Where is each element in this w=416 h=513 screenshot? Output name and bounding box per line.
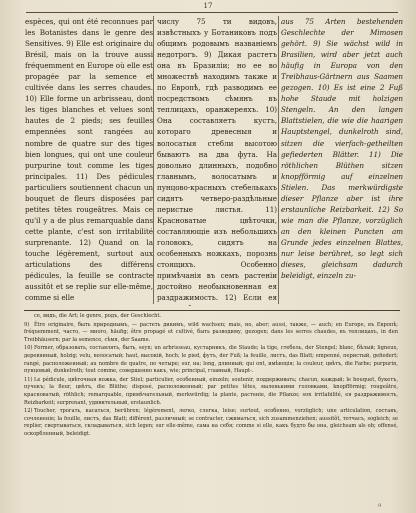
german-column: aus 75 Arten bestehenden Geschlechte der Mimosen gehört. 9) Sie wächst wild in Brasilien, wird aber jetzt auch häufig in Europa von den Treibhaus-Gärtnern aus Saamen gezogen. 10) Es ist eine 2 Fuß hohe Staude mit holzigen Stengeln. An den langen Blattstielen, die wie die haarigen Hauptstengel, dunkelroth sind, sitzen die vierfach-getheilten gefiederten Blätter. 11) Die röthlichen Blüthen sitzen knopfförmig auf einzelnen Stielen. Das merkwürdigste dieser Pflanze aber ist ihre erstaunliche Reizbarkeit. 12) So wie man die Pflanze, vorzüglich an den kleinen Puncten am Grunde jedes einzelnen Blattes, nur leise berühret, so legt sich dieses, gleichsam dadurch beleidigt, einzeln zu-	[281, 17, 403, 281]
page-number: 17	[203, 2, 213, 10]
column-divider-right	[278, 16, 279, 304]
footnotes	[24, 313, 398, 503]
footnote-12: 12) Toucher, трогать, касаться, berühren; légèrement, легко, слегка, leise; surtout, особенно, vorzüglich; une articulation, составъ, сочлененіе; la feuille, листъ, das Blatt; différent, различный; se contracter, сжиматься, sich zusammenziehen; aussitôt, тотчасъ, sogleich; se replier, свертываться, складываться, sich legen; sur elle-même, сама на себя; comme si elle, какъ будто бы она, gleichsam als ob; offensé, оскорбленный, beleidigt.	[24, 408, 398, 437]
russian-column: числу 75 ти видовъ, извѣстныхъ у Ботаниковъ подъ общимъ родовымъ названіемъ недотрогъ. 9) Дикая растетъ она въ Бразиліи; но ее во множествѣ находимъ также и по Европѣ, гдѣ разводимъ ее посредствомъ сѣмянъ въ теплицахъ, оранжереяхъ. 10) Она составляетъ кустъ, котораго древесныя и волосатыя стебли высотою бываютъ на два фута. На довольно длинныхъ, подобно главнымъ, волосатымъ и пунцово-красныхъ стебелькахъ сидятъ четверо-раздѣльные перистые листья. 11) Красноватые цвѣточки, составляющіе изъ небольшихъ головокъ, сидятъ на особенныхъ ножкахъ, порознь стоящихъ. Особенно примѣчанія въ семъ растеніи достойно необыкновенная ея раздражимость. 12) Если ея	[157, 17, 277, 303]
footnote-9: 9) Être originaire, быть природнымъ, — растеть дикимъ, wild wachsen; mais, но, aber; aussi, также, — auch; en Europe, въ Европѣ; fréquemment, часто, — много, häufig; être propagé et cultivé, быть разводиму, gezogen; dans les serres chaudes, въ теплицахъ, in den Treibhäusern; par la semence, сѣмя, der Saame.	[24, 321, 398, 343]
french-column: espèces, qui ont été reconnues par les Botanistes dans le genre des Sensitives. 9) Elle est originaire du Brésil, mais on la trouve aussi fréquemment en Europe où elle est propagée par la semence et cultivée dans les serres chaudes. 10) Elle forme un arbrisseau, dont les tiges blanches et velues sont hautes de 2 pieds; ses feuilles empennées sont rangées au nombre de quatre sur des tiges bien longues, qui ont une couleur purpurine tout comme les tiges principales. 11) Des pédicules particuliers soutiennent chacun un bouquet de fleurs disposées par petites têtes rougeâtres. Mais ce qu'il y a de plus remarquable dans cette plante, c'est son irritabilité surprenante. 12) Quand on la touche légèrement, surtout aux articulations des différens pédicules, la feuille se contracte aussitôt et se replie sur elle-même, comme si elle	[25, 17, 153, 303]
footnote-0: ce, видъ, die Art; le genre, родъ, der Geschlecht.	[34, 313, 162, 319]
footnote-11: 11) Le pédicule, цвѣточная ножка, der Stiel; particulier, особенный, einzeln; soutenir, поддерживать; chacun, каждый; le bouquet, букетъ, пучекъ; la fleur, цвѣтъ, die Blüthe; disposé, расположенный; par petites têtes, маленькими головками, knopfförmig; rougeâtre, красноватый, röthlich; remarquable, примѣчательный, merkwürdig; la plante, растеніе, die Pflanze; son irritabilité, ея раздражимость, Reizbarkeit; surprenant, удивительный, erstaunlich.	[24, 376, 398, 406]
footnote-10: 10) Former, образовать, составлять, быть, seyn; un arbrisseau, кустарникъ, die Staude; la tige, стебель, der Stengel; blanc, бѣлый; ligneux, деревянный, holzig; velu, волосатый; haut, высокій, hoch; le pied, футъ, der Fuß; la feuille, листъ, das Blatt; empenné, перистый, gefiedert; rangé, расположенный; au nombre de quatre, по четыре; sur, на; long, длинный; qui ont, имѣющія; la couleur, цвѣтъ, die Farbe; purpurin, пунцовый, dunkelroth; tout comme, совершенно какъ, wie; principal, главный, Haupt-.	[24, 345, 398, 375]
top-rule	[26, 12, 398, 13]
signature-mark: 9	[378, 503, 382, 509]
trilingual-columns	[25, 16, 401, 306]
column-divider-left	[153, 16, 154, 304]
footnote-rule	[24, 310, 400, 311]
